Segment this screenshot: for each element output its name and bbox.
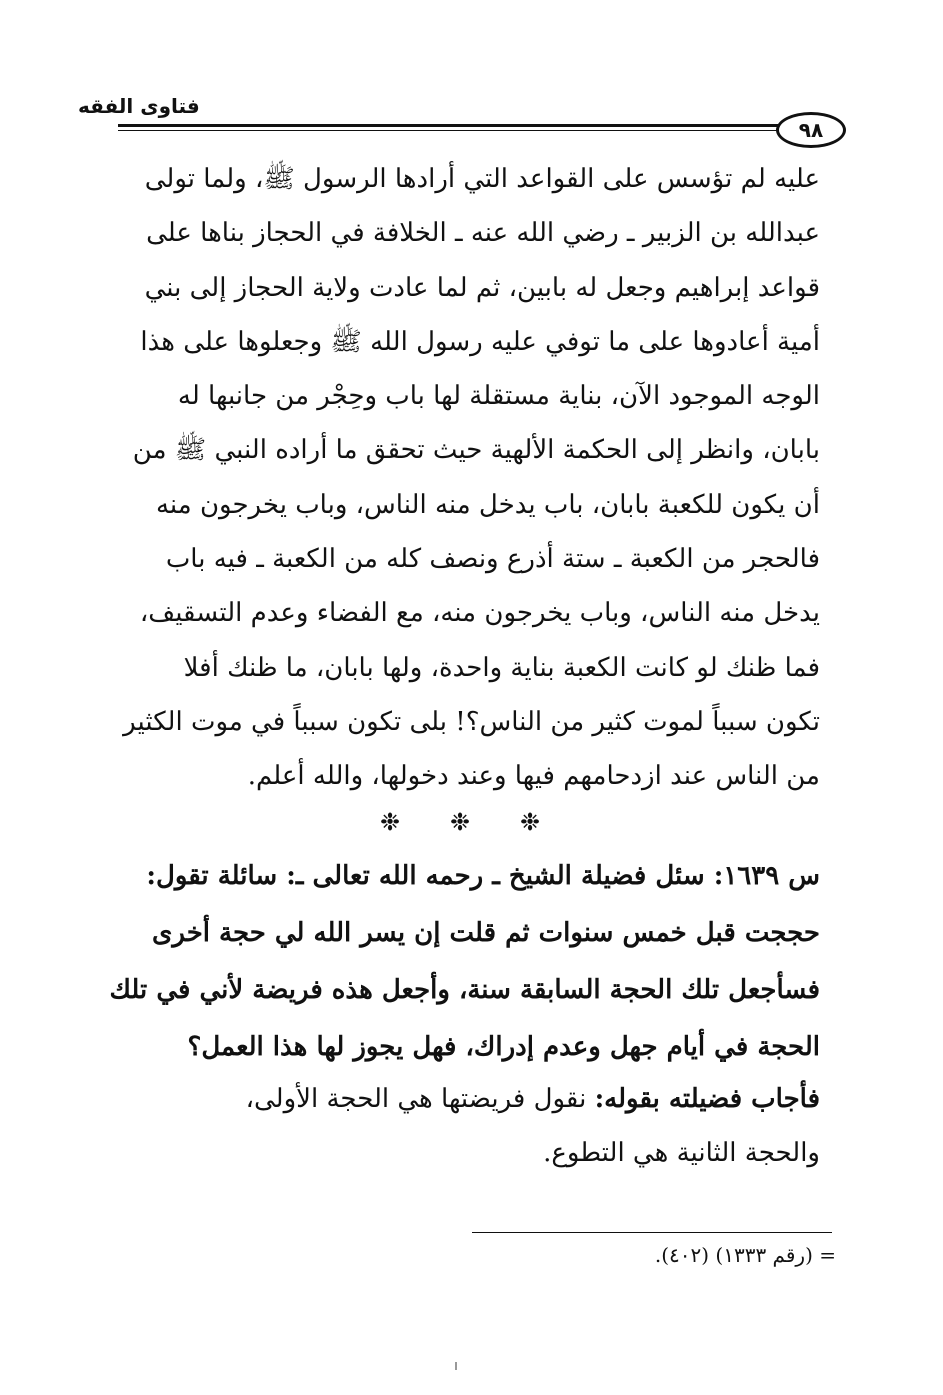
book-title: فتاوى الفقه bbox=[78, 94, 200, 118]
body-line: بابان، وانظر إلى الحكمة الألهية حيث تحقق ما أراده النبي ﷺ من bbox=[132, 435, 820, 466]
answer-line bbox=[92, 1072, 820, 1126]
body-line: أمية أعادوها على ما توفي عليه رسول الله ﷺ وجعلوها على هذا bbox=[140, 326, 820, 357]
footnote: = (رقم ١٣٣٣) (٤٠٢). bbox=[654, 1243, 836, 1267]
question-line: س ١٦٣٩: سئل فضيلة الشيخ ـ رحمه الله تعالى ـ: سائلة تقول: bbox=[146, 861, 820, 891]
answer-block bbox=[92, 1072, 820, 1180]
body-paragraph bbox=[92, 152, 820, 804]
footnote-rule bbox=[472, 1232, 832, 1233]
body-line: فما ظنك لو كانت الكعبة بناية واحدة، ولها بابان، ما ظنك أفلا bbox=[183, 652, 820, 683]
page-number: ٩٨ bbox=[798, 118, 824, 142]
page-number-badge bbox=[776, 112, 846, 148]
question-line: فسأجعل تلك الحجة السابقة سنة، وأجعل هذه فريضة لأني في تلك bbox=[109, 975, 820, 1005]
body-line: عبدالله بن الزبير ـ رضي الله عنه ـ الخلافة في الحجاز بناها على bbox=[146, 218, 820, 249]
section-separator bbox=[360, 808, 560, 836]
body-line: أن يكون للكعبة بابان، باب يدخل منه الناس، وباب يخرجون منه bbox=[155, 489, 820, 520]
body-line: فالحجر من الكعبة ـ ستة أذرع ونصف كله من الكعبة ـ فيه باب bbox=[165, 544, 820, 575]
body-line: من الناس عند ازدحامهم فيها وعند دخولها، والله أعلم. bbox=[247, 761, 820, 792]
header-rule-thin bbox=[118, 130, 780, 131]
asterism-icon: ❉ bbox=[450, 808, 471, 836]
question-line: الحجة في أيام جهل وعدم إدراك، فهل يجوز لها هذا العمل؟ bbox=[187, 1032, 820, 1062]
answer-lead: فأجاب فضيلته بقوله: bbox=[594, 1084, 820, 1114]
answer-line: والحجة الثانية هي التطوع. bbox=[543, 1138, 820, 1168]
header-rule-thick bbox=[118, 124, 780, 127]
body-line: قواعد إبراهيم وجعل له بابين، ثم لما عادت ولاية الحجاز إلى بني bbox=[144, 272, 820, 303]
answer-text: نقول فريضتها هي الحجة الأولى، bbox=[245, 1084, 595, 1114]
asterism-icon: ❉ bbox=[380, 808, 401, 836]
body-line: يدخل منه الناس، وباب يخرجون منه، مع الفضاء وعدم التسقيف، bbox=[139, 598, 820, 629]
page-bottom-mark bbox=[455, 1362, 457, 1370]
question-block bbox=[92, 848, 820, 1076]
body-line: تكون سبباً لموت كثير من الناس؟! بلى تكون سبباً في موت الكثير bbox=[123, 706, 820, 737]
page-header bbox=[60, 90, 850, 150]
body-line: عليه لم تؤسس على القواعد التي أرادها الرسول ﷺ، ولما تولى bbox=[144, 164, 820, 194]
question-line: حججت قبل خمس سنوات ثم قلت إن يسر الله لي حجة أخرى bbox=[152, 918, 820, 948]
asterism-icon: ❉ bbox=[520, 808, 541, 836]
body-line: الوجه الموجود الآن، بناية مستقلة لها باب وحِجْر من جانبها له bbox=[177, 381, 820, 412]
